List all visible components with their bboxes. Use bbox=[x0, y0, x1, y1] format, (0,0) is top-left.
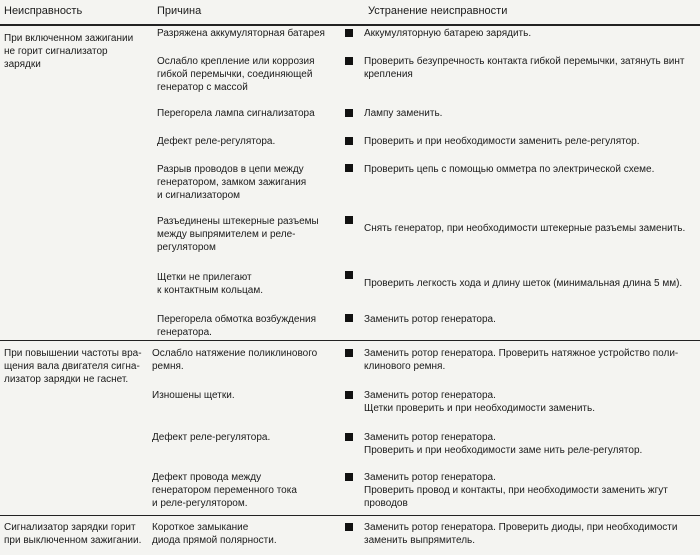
fault-text-3: Сигнализатор зарядки горит при выключенном зажигании. bbox=[4, 522, 142, 546]
fault-text-1: При включенном зажигании не горит сигнализатор зарядки bbox=[4, 33, 134, 70]
header-remedy: Устранение неисправности bbox=[368, 5, 508, 17]
bullet-icon bbox=[345, 137, 353, 145]
cause-text: Дефект реле-регулятора. bbox=[157, 136, 276, 147]
cause-text: Перегорела лампа сигнализатора bbox=[157, 108, 315, 119]
remedy-text: Аккумуляторную батарею зарядить. bbox=[364, 28, 532, 39]
cause-text: Дефект реле-регулятора. bbox=[152, 432, 271, 443]
remedy-text: Заменить ротор генератора. Щетки проверить и при необходимости заменить. bbox=[364, 390, 595, 414]
remedy-text: Заменить ротор генератора. Проверить и при необходимости заме нить реле-регулятор. bbox=[364, 432, 643, 456]
cause-text: Короткое замыкание диода прямой полярности. bbox=[152, 522, 277, 546]
bullet-icon bbox=[345, 314, 353, 322]
bullet-icon bbox=[345, 349, 353, 357]
cause-text: Ослабло натяжение поликлинового ремня. bbox=[152, 348, 318, 372]
remedy-text: Проверить и при необходимости заменить реле-регулятор. bbox=[364, 136, 640, 147]
remedy-text: Заменить ротор генератора. Проверить натяжное устройство поли- клинового ремня. bbox=[364, 348, 679, 372]
cause-text: Изношены щетки. bbox=[152, 390, 235, 401]
remedy-text: Снять генератор, при необходимости штекерные разъемы заменить. bbox=[364, 223, 686, 234]
cause-text: Дефект провода между генератором переменного тока и реле-регулятором. bbox=[152, 472, 297, 509]
cause-text: Ослабло крепление или коррозия гибкой перемычки, соединяющей генератор с массой bbox=[157, 56, 315, 93]
cause-text: Разрыв проводов в цепи между генератором, замком зажигания и сигнализатором bbox=[157, 164, 307, 201]
cause-text: Разряжена аккумуляторная батарея bbox=[157, 28, 325, 39]
group-divider-2 bbox=[0, 515, 700, 516]
cause-text: Щетки не прилегают к контактным кольцам. bbox=[157, 272, 264, 296]
bullet-icon bbox=[345, 391, 353, 399]
bullet-icon bbox=[345, 473, 353, 481]
bullet-icon bbox=[345, 433, 353, 441]
bullet-icon bbox=[345, 164, 353, 172]
remedy-text: Лампу заменить. bbox=[364, 108, 443, 119]
remedy-text: Проверить безупречность контакта гибкой перемычки, затянуть винт крепления bbox=[364, 56, 685, 80]
bullet-icon bbox=[345, 523, 353, 531]
header-rule bbox=[0, 24, 700, 26]
bullet-icon bbox=[345, 216, 353, 224]
group-divider-1 bbox=[0, 340, 700, 341]
remedy-text: Заменить ротор генератора. bbox=[364, 314, 496, 325]
bullet-icon bbox=[345, 271, 353, 279]
header-fault: Неисправность bbox=[4, 5, 83, 17]
cause-text: Перегорела обмотка возбуждения генератора. bbox=[157, 314, 316, 338]
remedy-text: Заменить ротор генератора. Проверить провод и контакты, при необходимости заменить жгут проводов bbox=[364, 472, 668, 509]
bullet-icon bbox=[345, 29, 353, 37]
header-cause: Причина bbox=[157, 5, 202, 17]
remedy-text: Заменить ротор генератора. Проверить диоды, при необходимости заменить выпрямитель. bbox=[364, 522, 678, 546]
remedy-text: Проверить легкость хода и длину шеток (минимальная длина 5 мм). bbox=[364, 278, 683, 289]
fault-text-2: При повышении частоты вра- щения вала двигателя сигна- лизатор зарядки не гаснет. bbox=[4, 348, 142, 385]
cause-text: Разъединены штекерные разъемы между выпрямителем и реле- регулятором bbox=[157, 216, 319, 253]
remedy-text: Проверить цепь с помощью омметра по электрической схеме. bbox=[364, 164, 655, 175]
bullet-icon bbox=[345, 109, 353, 117]
bullet-icon bbox=[345, 57, 353, 65]
